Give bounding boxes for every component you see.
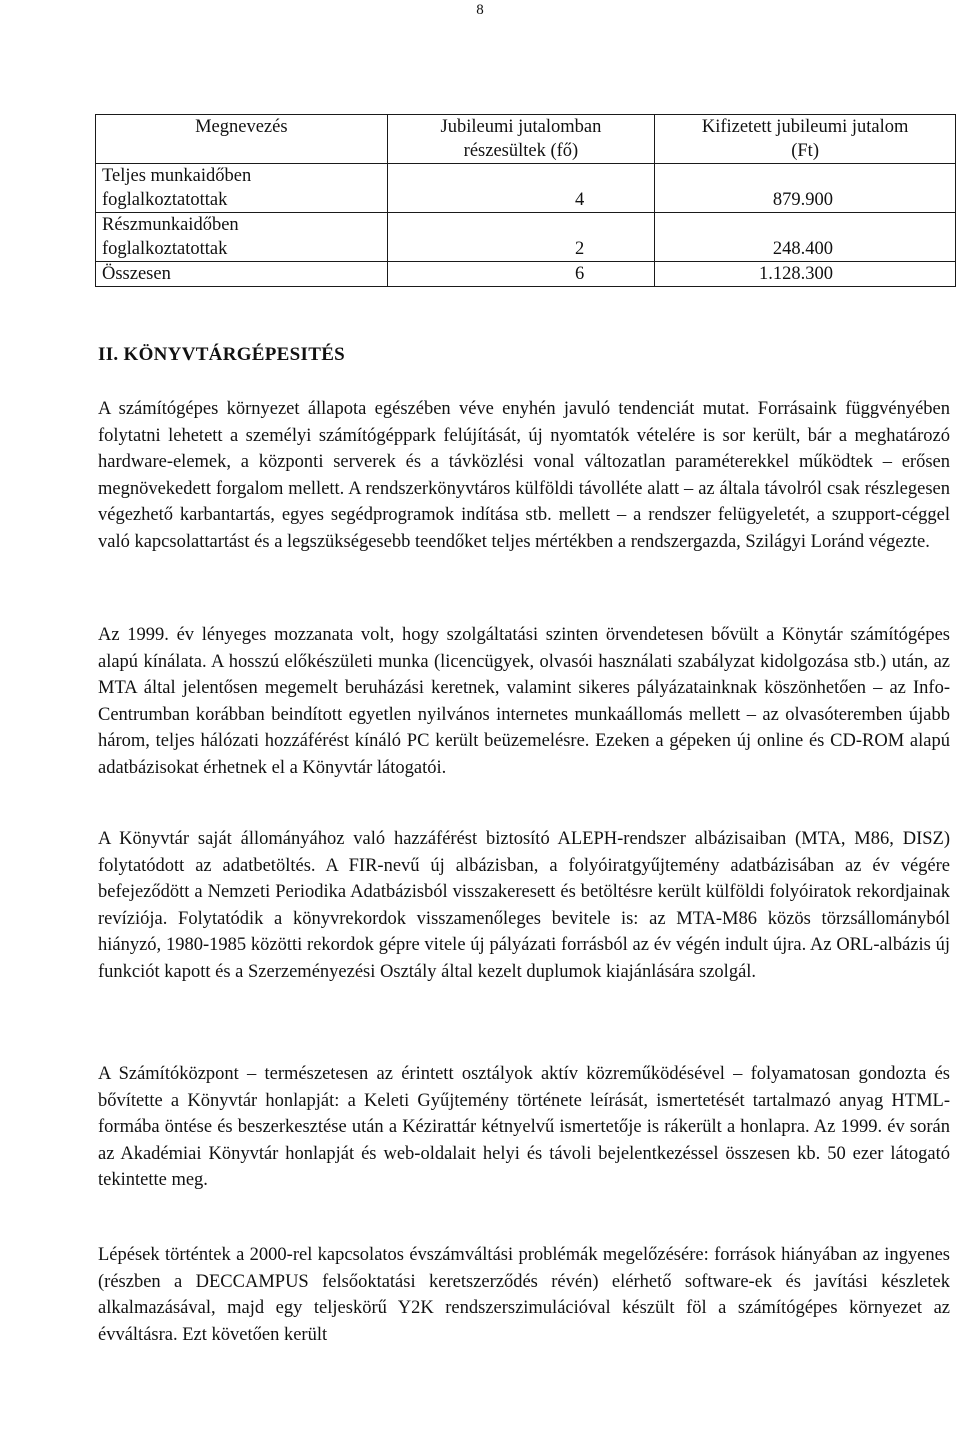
row-amount-cell: 248.400 — [655, 213, 956, 262]
paragraph-y2k: Lépések történtek a 2000-rel kapcsolatos évszámváltási problémák megelőzésére: források hiányában az ingyenes (részben a DECCAMPUS felsőoktatási keretszerződés révén) elérhető software-ek és javítási készletek alkalmazásával, majd egy teljeskörű Y2K rendszerszimulációval készült föl a számítógépes környezet az évváltásra. Ezt követően került — [98, 1245, 950, 1345]
row-label-line1: Teljes munkaidőben — [102, 166, 252, 186]
row-label-line2: foglalkoztatottak — [102, 190, 228, 210]
row-label-cell — [96, 213, 388, 262]
section-heading: II. KÖNYVTÁRGÉPESITÉS — [98, 344, 346, 365]
header-cell-amount — [655, 115, 956, 164]
page-number: 8 — [476, 2, 484, 18]
table-header-row — [96, 115, 956, 164]
table-total-row — [96, 262, 956, 287]
total-count-cell: 6 — [387, 262, 655, 287]
paragraph-1999-services: Az 1999. év lényeges mozzanata volt, hogy szolgáltatási szinten örvendetesen bővült a Könytár számítógépes alapú kínálata. A hosszú előkészületi munka (licencügyek, olvasói használati szabályzat kidolgozása stb.) után, az MTA által jelentősen megemelt beruházási keretnek, valamint sikeres pályázatainknak köszönhetően – az Info-Centrumban korábban beindított egyetlen nyilvános internetes munkaállomás mellett – az olvasóteremben újabb három, teljes hálózati hozzáférést kínáló PC került beüzemelésre. Ezeken a gépeken új online és CD-ROM alapú adatbázisokat érhetnek el a Könyvtár látogatói. — [98, 625, 950, 778]
total-label: Összesen — [102, 264, 171, 284]
header-cell-count — [387, 115, 655, 164]
header-count-line1: Jubileumi jutalomban — [440, 117, 602, 137]
row-count-cell: 2 — [387, 213, 655, 262]
row-amount-cell: 879.900 — [655, 164, 956, 213]
header-cell-name — [96, 115, 388, 164]
header-name-label: Megnevezés — [195, 117, 288, 137]
table-row — [96, 213, 956, 262]
paragraph-computing-environment: A számítógépes környezet állapota egészében véve enyhén javuló tendenciát mutat. Forrásaink függvényében folytatni lehetett a személyi számítógéppark felújítását, új nyomtatók vételére is sor került, bár a meghatározó hardware-elemek, a központi serverek és a távközlési vonal változatlan paraméterekkel működtek – erősen megnövekedett forgalom mellett. A rendszerkönyvtáros külföldi távolléte alatt – az általa távolról csak részlegesen végezhető karbantartás, egyes segédprogramok indítása stb. mellett – a rendszer felügyeletét, a szupport-céggel való kapcsolattartást és a legszükségesebb teendőket teljes mértékben a rendszergazda, Szilágyi Loránd végezte. — [98, 399, 950, 552]
row-label-cell — [96, 164, 388, 213]
header-amount-line2: (Ft) — [791, 141, 819, 161]
row-label-line1: Részmunkaidőben — [102, 215, 239, 235]
header-amount-line1: Kifizetett jubileumi jutalom — [701, 117, 909, 137]
total-label-cell — [96, 262, 388, 287]
paragraph-computing-center: A Számítóközpont – természetesen az érintett osztályok aktív közreműködésével – folyamatosan gondozta és bővítette a Könyvtár honlapját: a Keleti Gyűjtemény története leírását, ismertetését tartalmazó anyag HTML-formába öntése és beszerkesztése után a Kézirattár kétnyelvű ismertetője is rákerült a honlapra. Az 1999. év során az Akadémiai Könyvtár honlapját és web-oldalait helyi és távoli bejelentkezéssel összesen kb. 50 ezer látogató tekintette meg. — [98, 1064, 950, 1191]
table-row — [96, 164, 956, 213]
total-amount-cell: 1.128.300 — [655, 262, 956, 287]
jubilee-bonus-table — [95, 114, 956, 287]
row-count-cell: 4 — [387, 164, 655, 213]
header-count-line2: részesültek (fő) — [463, 141, 579, 161]
row-label-line2: foglalkoztatottak — [102, 239, 228, 259]
paragraph-aleph-system: A Könyvtár saját állományához való hazzáférést biztosító ALEPH-rendszer albázisaiban (MTA, M86, DISZ) folytatódott az adatbetöltés. A FIR-nevű új albázisban, a folyóiratgyűjtemény adatbázisában az év végére befejeződött a Nemzeti Periodika Adatbázisból visszakeresett és betöltésre került külföldi folyóiratok rekordjainak revíziója. Folytatódik a könyvrekordok visszamenőleges bevitele is: az MTA-M86 közös törzsállományból hiányzó, 1980-1985 közötti rekordok gépre vitele új pályázati forrásból az év végén indult újra. Az ORL-albázis új funkciót kapott és a Szerzeményezési Osztály által kezelt duplumok kiajánlására szolgál. — [98, 829, 950, 982]
